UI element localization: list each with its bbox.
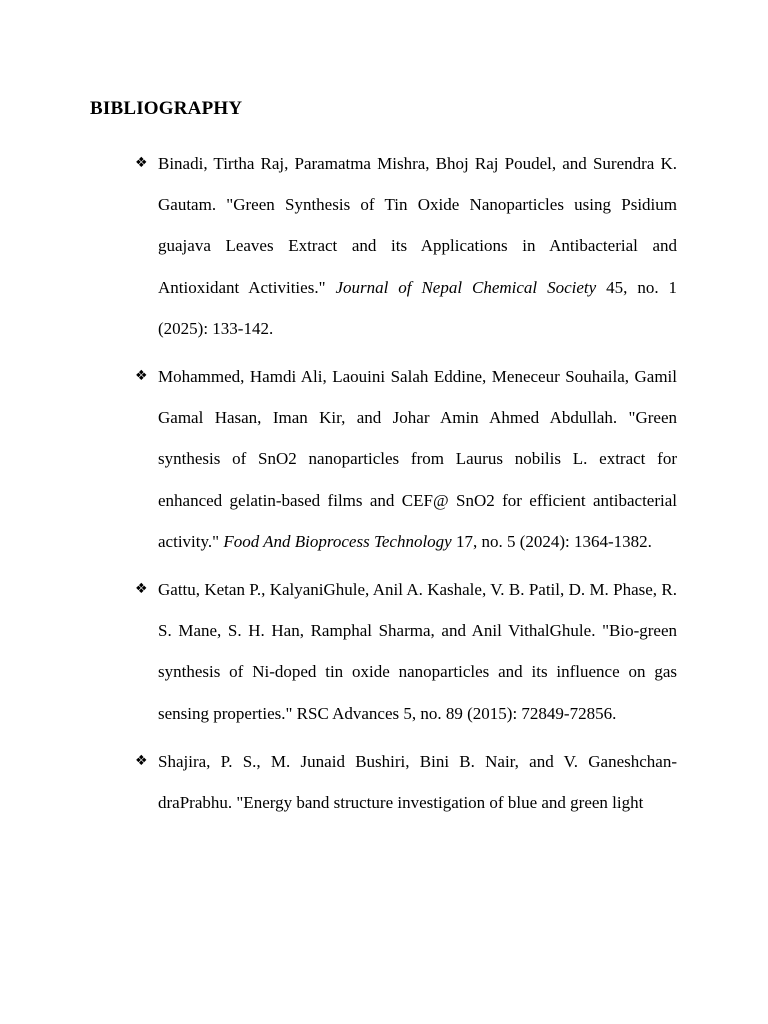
bibliography-entry [135,356,677,562]
entry-journal: Journal of Nepal Chemical Society [335,277,597,297]
bibliography-list [0,143,768,823]
entry-journal: Food And Bioprocess Technology [223,531,452,551]
bibliography-entry [135,143,678,349]
four-diamond-bullet-icon: ❖ [135,752,148,769]
four-diamond-bullet-icon: ❖ [135,155,148,171]
bibliography-heading: BIBLIOGRAPHY [90,98,243,119]
bibliography-entry [135,569,677,734]
entry-authors-title: Binadi, Tirtha Raj, Paramatma Mishra, Bhoj Raj Poudel, and Surendra K. Gautam. "Green Synthesis of Tin Oxide Nanoparticles using Psidium guajava Leaves Extract and its Applications in Antibacterial and Antioxidant Activities." [158,154,677,297]
four-diamond-bullet-icon: ❖ [135,368,148,385]
bibliography-entry [135,741,677,823]
four-diamond-bullet-icon: ❖ [135,581,148,598]
entry-authors-title: Mohammed, Hamdi Ali, Laouini Salah Eddine, Meneceur Souhaila, Gamil Gamal Hasan, Iman Kir, and Johar Amin Ahmed Abdullah. "Green synthesis of SnO2 nanoparticles from Laurus nobilis L. extract for enhanced gelatin-based films and CEF@ SnO2 for efficient antibacterial activity." [158,367,677,551]
entry-details: 17, no. 5 (2024): 1364-1382. [455,531,652,551]
entry-authors-title: Shajira, P. S., M. Junaid Bushiri, Bini B. Nair, and V. GaneshchandraPrabhu. "Energy band structure investigation of blue and green light [158,751,677,813]
entry-details: 45, no. 1 (2025): 133-142. [158,277,678,338]
entry-authors-title: Gattu, Ketan P., KalyaniGhule, Anil A. Kashale, V. B. Patil, D. M. Phase, R. S. Mane, S. H. Han, Ramphal Sharma, and Anil VithalGhule. "Bio-green synthesis of Ni-doped tin oxide nanoparticles and its influence on gas sensing properties." RSC Advances 5, no. 89 (2015): 72849-72856. [158,580,677,723]
